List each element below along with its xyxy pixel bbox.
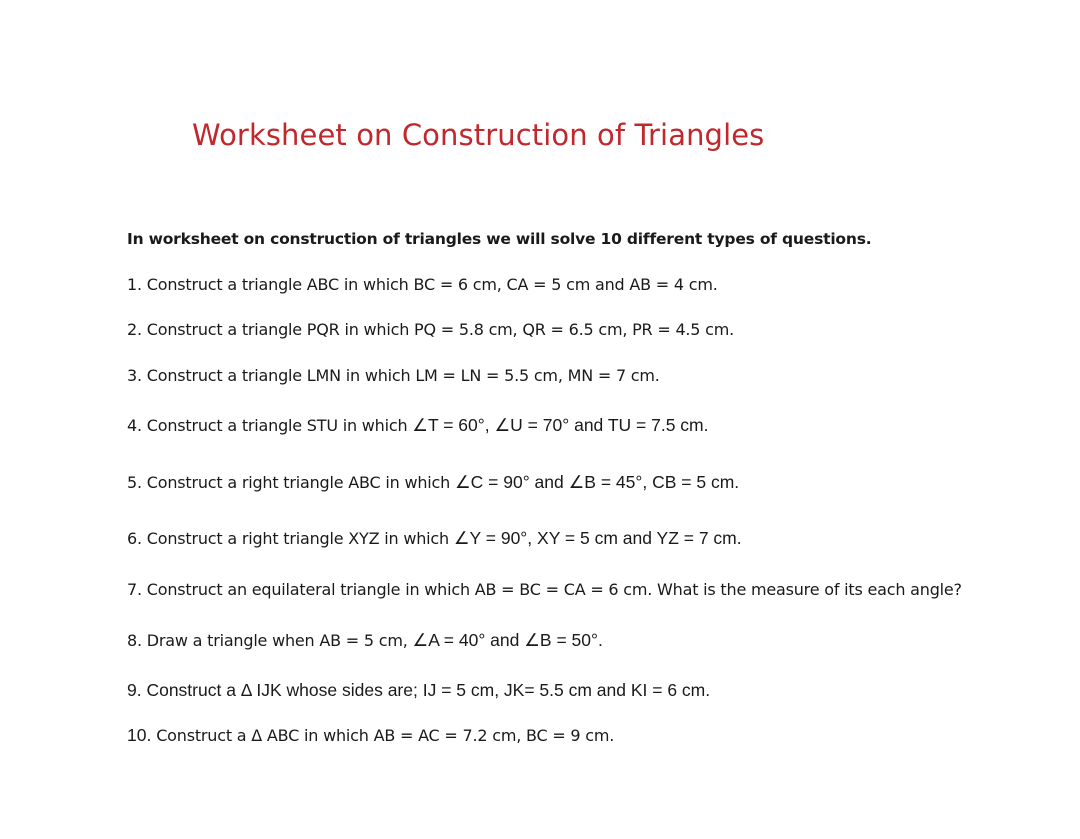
question-10 <box>127 725 614 746</box>
question-7: 7. Construct an equilateral triangle in which AB = BC = CA = 6 cm. What is the measure of its each angle? <box>127 580 962 599</box>
question-5 <box>127 472 739 493</box>
intro-text: In worksheet on construction of triangles we will solve 10 different types of questions. <box>127 230 872 248</box>
question-4 <box>127 415 708 436</box>
question-6-conditions: ∠Y = 90°, XY = 5 cm and YZ = 7 cm. <box>453 528 742 548</box>
question-10-number: 10. <box>127 725 152 745</box>
question-10-text: Construct a Δ ABC in which AB = AC = 7.2 cm, BC = 9 cm. <box>151 726 615 745</box>
page-title: Worksheet on Construction of Triangles <box>192 118 765 152</box>
question-8 <box>127 630 603 651</box>
question-3: 3. Construct a triangle LMN in which LM = LN = 5.5 cm, MN = 7 cm. <box>127 366 660 385</box>
question-8-conditions: ∠A = 40° and ∠B = 50°. <box>412 630 603 650</box>
question-4-lead: 4. Construct a triangle STU in which <box>127 416 413 435</box>
question-8-lead: 8. Draw a triangle when AB = 5 cm, <box>127 631 413 650</box>
question-2: 2. Construct a triangle PQR in which PQ = 5.8 cm, QR = 6.5 cm, PR = 4.5 cm. <box>127 320 735 339</box>
question-9: 9. Construct a Δ IJK whose sides are; IJ = 5 cm, JK= 5.5 cm and KI = 6 cm. <box>127 680 711 700</box>
question-6-lead: 6. Construct a right triangle XYZ in which <box>127 529 454 548</box>
question-4-conditions: ∠T = 60°, ∠U = 70° and TU = 7.5 cm. <box>412 415 709 435</box>
question-5-lead: 5. Construct a right triangle ABC in which <box>127 473 455 492</box>
question-6 <box>127 528 742 549</box>
question-5-conditions: ∠C = 90° and ∠B = 45°, CB = 5 cm. <box>454 472 740 492</box>
question-1: 1. Construct a triangle ABC in which BC = 6 cm, CA = 5 cm and AB = 4 cm. <box>127 275 718 294</box>
